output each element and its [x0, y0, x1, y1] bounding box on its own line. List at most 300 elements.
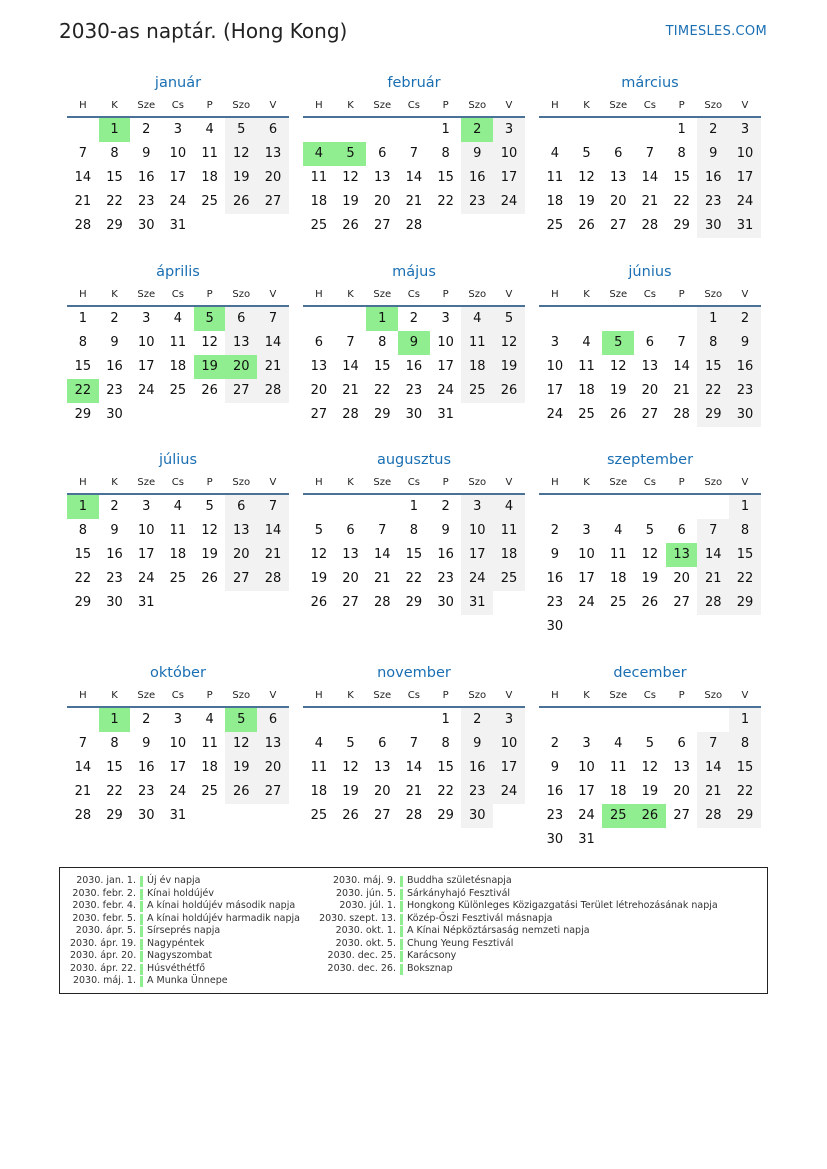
holiday-marker-icon — [140, 889, 143, 900]
day-cell: 12 — [578, 170, 595, 185]
day-cell: 16 — [546, 784, 564, 799]
day-cell: 2 — [441, 499, 450, 514]
empty-day-cell — [666, 495, 698, 519]
site-link[interactable]: TIMESLES.COM — [665, 24, 767, 39]
day-cell: 6 — [677, 736, 686, 751]
weekday-label: H — [315, 689, 323, 701]
day-cell: 23 — [546, 808, 564, 823]
day-cell: 25 — [546, 218, 564, 233]
day-cell: 5 — [314, 523, 323, 538]
day-cell: 24 — [546, 407, 564, 422]
day-cell: 29 — [437, 808, 454, 823]
weekday-label: V — [741, 288, 749, 300]
day-cell: 27 — [609, 218, 627, 233]
day-cell: 14 — [641, 170, 659, 185]
day-cell: 22 — [729, 780, 761, 804]
day-cell: 3 — [173, 712, 183, 727]
empty-day-cell — [634, 118, 666, 142]
day-cell: 7 — [409, 146, 419, 161]
day-cell: 28 — [405, 808, 423, 823]
day-cell: 30 — [546, 619, 564, 634]
day-cell: 10 — [578, 760, 595, 775]
weekday-label: Szo — [704, 689, 723, 701]
legend-date: 2030. ápr. 20. — [70, 950, 137, 961]
weekday-label: Szo — [232, 99, 251, 111]
day-cell: 7 — [78, 146, 87, 161]
day-cell: 28 — [373, 595, 391, 610]
weekday-label: Szo — [468, 476, 487, 488]
day-cell: 2 — [697, 118, 729, 142]
day-cell: 6 — [614, 146, 623, 161]
legend-row — [296, 963, 718, 976]
legend-row — [296, 938, 718, 951]
day-cell: 27 — [225, 379, 257, 403]
day-cell: 3 — [173, 122, 183, 137]
day-cell: 27 — [257, 780, 289, 804]
legend-date: 2030. jan. 1. — [76, 875, 136, 886]
day-cell: 3 — [142, 311, 151, 326]
legend-row — [70, 925, 300, 938]
day-cell: 14 — [673, 359, 690, 374]
day-cell: 4 — [550, 146, 559, 161]
day-cell: 22 — [106, 194, 123, 209]
weekday-label: Szo — [468, 99, 487, 111]
day-cell: 26 — [493, 379, 525, 403]
day-cell: 1 — [78, 311, 87, 326]
holiday-marker-icon — [400, 914, 403, 925]
weekday-label: H — [79, 288, 87, 300]
day-cell: 11 — [201, 736, 218, 751]
day-cell: 1 — [677, 122, 686, 137]
day-cell: 4 — [614, 736, 623, 751]
day-cell: 6 — [677, 523, 686, 538]
day-cell: 18 — [169, 359, 187, 374]
weekday-label: P — [442, 476, 449, 488]
day-cell: 11 — [493, 519, 525, 543]
weekday-label: P — [206, 288, 213, 300]
weekday-label: Szo — [468, 288, 487, 300]
day-cell: 15 — [729, 543, 761, 567]
day-cell: 25 — [169, 383, 187, 398]
day-cell: 17 — [137, 547, 155, 562]
day-cell: 5 — [225, 118, 257, 142]
day-cell: 16 — [437, 547, 454, 562]
legend-holiday-name: Húsvéthétfő — [147, 962, 206, 974]
day-cell: 27 — [373, 218, 391, 233]
day-cell: 16 — [137, 760, 155, 775]
month-június — [539, 261, 761, 427]
legend-date: 2030. okt. 1. — [335, 925, 396, 936]
day-cell: 19 — [310, 571, 328, 586]
weekday-label: K — [347, 689, 354, 701]
holiday-day-cell: 1 — [99, 118, 131, 142]
day-cell: 18 — [201, 760, 218, 775]
day-cell: 20 — [373, 784, 391, 799]
month-december — [539, 662, 761, 852]
day-cell: 28 — [673, 407, 690, 422]
legend-row — [70, 975, 300, 988]
day-cell: 12 — [225, 142, 257, 166]
weekday-label: Cs — [407, 476, 420, 488]
weekday-label: Sze — [609, 288, 628, 300]
day-cell: 14 — [405, 760, 423, 775]
day-cell: 13 — [342, 547, 359, 562]
holiday-marker-icon — [140, 939, 143, 950]
holiday-marker-icon — [140, 876, 143, 887]
day-cell: 16 — [137, 170, 155, 185]
day-cell: 29 — [729, 804, 761, 828]
day-cell: 28 — [74, 218, 92, 233]
day-cell: 23 — [405, 383, 423, 398]
day-cell: 25 — [310, 808, 328, 823]
weekday-label: P — [442, 689, 449, 701]
day-cell: 17 — [137, 359, 155, 374]
weekday-label: Sze — [373, 288, 392, 300]
day-cell: 15 — [106, 760, 123, 775]
day-cell: 19 — [342, 194, 359, 209]
day-cell: 19 — [201, 547, 218, 562]
day-cell: 3 — [582, 523, 591, 538]
empty-day-cell — [67, 118, 99, 142]
month-november — [303, 662, 525, 828]
day-cell: 31 — [137, 595, 155, 610]
legend-date: 2030. dec. 26. — [327, 962, 396, 974]
weekday-label: P — [442, 99, 449, 111]
day-cell: 7 — [697, 732, 729, 756]
empty-day-cell — [366, 118, 398, 142]
legend-holiday-name: Sárkányhajó Fesztivál — [407, 887, 511, 899]
weekday-label: K — [583, 99, 590, 111]
day-cell: 31 — [578, 832, 595, 847]
day-cell: 14 — [373, 547, 391, 562]
legend-date: 2030. máj. 1. — [72, 975, 136, 986]
day-cell: 23 — [106, 383, 123, 398]
day-cell: 8 — [78, 523, 87, 538]
day-cell: 18 — [310, 194, 328, 209]
day-cell: 17 — [169, 170, 187, 185]
legend-row — [296, 900, 718, 913]
day-cell: 30 — [137, 218, 155, 233]
weekday-label: Szo — [704, 99, 723, 111]
day-cell: 21 — [74, 784, 92, 799]
weekday-header — [539, 471, 761, 495]
weekday-label: V — [269, 288, 277, 300]
day-cell: 9 — [550, 760, 559, 775]
day-cell: 11 — [169, 523, 187, 538]
day-cell: 21 — [697, 780, 729, 804]
day-cell: 3 — [493, 118, 525, 142]
empty-day-cell — [571, 307, 603, 331]
day-cell: 24 — [437, 383, 454, 398]
weekday-label: V — [741, 689, 749, 701]
day-cell: 19 — [609, 383, 627, 398]
day-cell: 3 — [461, 495, 493, 519]
day-cell: 12 — [493, 331, 525, 355]
weekday-label: H — [79, 99, 87, 111]
day-cell: 19 — [342, 784, 359, 799]
weekday-header — [67, 94, 289, 118]
day-cell: 2 — [142, 712, 151, 727]
day-cell: 25 — [609, 595, 627, 610]
day-cell: 30 — [546, 832, 564, 847]
day-cell: 25 — [493, 567, 525, 591]
weekday-label: K — [347, 476, 354, 488]
day-cell: 14 — [342, 359, 359, 374]
day-cell: 23 — [437, 571, 454, 586]
day-cell: 28 — [697, 591, 729, 615]
day-cell: 9 — [697, 142, 729, 166]
weekday-label: Szo — [232, 689, 251, 701]
legend-holiday-name: Nagypéntek — [147, 937, 205, 949]
day-cell: 12 — [342, 760, 359, 775]
day-cell: 1 — [441, 712, 450, 727]
day-cell: 17 — [437, 359, 454, 374]
day-cell: 4 — [205, 122, 214, 137]
weekday-label: P — [678, 689, 685, 701]
day-cell: 2 — [110, 499, 119, 514]
legend-row — [296, 875, 718, 888]
month-március — [539, 72, 761, 238]
empty-day-cell — [697, 495, 729, 519]
page-title: 2030-as naptár. (Hong Kong) — [59, 19, 348, 43]
legend-row — [70, 913, 300, 926]
day-cell: 16 — [405, 359, 423, 374]
day-cell: 19 — [641, 784, 659, 799]
day-cell: 19 — [225, 756, 257, 780]
day-cell: 8 — [409, 523, 419, 538]
legend-column-2 — [296, 875, 718, 975]
legend-row — [70, 950, 300, 963]
weekday-label: K — [111, 476, 118, 488]
day-cell: 1 — [441, 122, 450, 137]
day-cell: 4 — [582, 335, 591, 350]
weekday-header — [67, 283, 289, 307]
day-cell: 5 — [582, 146, 591, 161]
day-cell: 18 — [578, 383, 595, 398]
holiday-marker-icon — [140, 976, 143, 987]
day-cell: 20 — [342, 571, 359, 586]
weekday-label: Cs — [643, 288, 656, 300]
month-name: január — [154, 75, 202, 91]
holiday-marker-icon — [400, 889, 403, 900]
day-cell: 13 — [225, 331, 257, 355]
month-szeptember — [539, 449, 761, 639]
day-cell: 25 — [310, 218, 328, 233]
empty-day-cell — [634, 495, 666, 519]
day-cell: 17 — [169, 760, 187, 775]
day-cell: 12 — [342, 170, 359, 185]
day-cell: 8 — [729, 732, 761, 756]
day-cell: 7 — [78, 736, 87, 751]
holiday-marker-icon — [140, 951, 143, 962]
day-cell: 8 — [677, 146, 686, 161]
legend-date: 2030. ápr. 22. — [70, 962, 137, 974]
day-cell: 8 — [378, 335, 387, 350]
holiday-day-cell: 13 — [666, 543, 698, 567]
day-cell: 7 — [677, 335, 686, 350]
day-cell: 30 — [729, 403, 761, 427]
legend-holiday-name: Nagyszombat — [147, 950, 213, 961]
month-augusztus — [303, 449, 525, 615]
weekday-header — [303, 283, 525, 307]
month-name: december — [613, 665, 687, 681]
day-cell: 21 — [405, 784, 423, 799]
weekday-label: Sze — [373, 99, 392, 111]
weekday-label: K — [347, 99, 354, 111]
day-cell: 6 — [257, 118, 289, 142]
day-cell: 18 — [546, 194, 564, 209]
holiday-day-cell: 5 — [335, 142, 367, 166]
day-cell: 29 — [729, 591, 761, 615]
weekday-label: Szo — [704, 288, 723, 300]
day-cell: 13 — [257, 732, 289, 756]
day-cell: 6 — [378, 146, 387, 161]
day-cell: 11 — [461, 331, 493, 355]
day-cell: 30 — [106, 407, 123, 422]
legend-holiday-name: Közép-Őszi Fesztivál másnapja — [407, 912, 553, 924]
day-cell: 26 — [609, 407, 627, 422]
day-cell: 3 — [493, 708, 525, 732]
weekday-label: K — [111, 288, 118, 300]
empty-day-cell — [571, 118, 603, 142]
empty-day-cell — [366, 708, 398, 732]
empty-day-cell — [335, 495, 367, 519]
day-cell: 24 — [461, 567, 493, 591]
legend-row — [70, 963, 300, 976]
holiday-day-cell: 20 — [225, 355, 257, 379]
weekday-label: P — [678, 476, 685, 488]
day-cell: 20 — [673, 784, 690, 799]
day-cell: 21 — [74, 194, 92, 209]
day-cell: 11 — [609, 760, 627, 775]
day-cell: 15 — [729, 756, 761, 780]
day-cell: 29 — [74, 595, 92, 610]
day-cell: 4 — [205, 712, 214, 727]
day-cell: 5 — [493, 307, 525, 331]
day-cell: 26 — [225, 190, 257, 214]
day-cell: 23 — [461, 190, 493, 214]
empty-day-cell — [303, 495, 335, 519]
day-cell: 24 — [578, 808, 595, 823]
weekday-label: P — [206, 689, 213, 701]
legend-row — [70, 900, 300, 913]
holiday-day-cell: 1 — [67, 495, 99, 519]
weekday-label: P — [678, 99, 685, 111]
empty-day-cell — [366, 495, 398, 519]
day-cell: 23 — [729, 379, 761, 403]
weekday-label: Sze — [373, 476, 392, 488]
weekday-label: P — [206, 476, 213, 488]
day-cell: 9 — [110, 523, 119, 538]
day-cell: 21 — [405, 194, 423, 209]
day-cell: 25 — [169, 571, 187, 586]
day-cell: 31 — [169, 808, 187, 823]
legend-holiday-name: Hongkong Különleges Közigazgatási Terület létrehozásának napja — [407, 900, 718, 911]
day-cell: 16 — [106, 359, 123, 374]
day-cell: 22 — [405, 571, 423, 586]
month-name: augusztus — [376, 452, 452, 468]
day-grid — [539, 307, 761, 427]
day-cell: 23 — [106, 571, 123, 586]
day-cell: 7 — [257, 307, 289, 331]
day-cell: 10 — [137, 335, 155, 350]
weekday-label: H — [79, 476, 87, 488]
weekday-label: Szo — [704, 476, 723, 488]
day-cell: 20 — [310, 383, 328, 398]
day-cell: 9 — [461, 142, 493, 166]
day-cell: 14 — [405, 170, 423, 185]
day-cell: 21 — [697, 567, 729, 591]
day-cell: 26 — [201, 383, 218, 398]
day-cell: 12 — [201, 335, 218, 350]
day-cell: 15 — [437, 760, 454, 775]
legend-holiday-name: Sírseprés napja — [147, 925, 221, 936]
day-cell: 11 — [201, 146, 218, 161]
day-cell: 23 — [697, 190, 729, 214]
day-cell: 22 — [437, 784, 454, 799]
holiday-legend — [59, 867, 768, 994]
day-cell: 2 — [142, 122, 151, 137]
weekday-label: V — [505, 689, 513, 701]
day-cell: 28 — [342, 407, 359, 422]
day-cell: 11 — [310, 760, 328, 775]
day-cell: 18 — [493, 543, 525, 567]
weekday-label: Cs — [643, 689, 656, 701]
day-cell: 29 — [405, 595, 423, 610]
day-grid — [303, 708, 525, 828]
weekday-label: V — [505, 476, 513, 488]
day-cell: 23 — [546, 595, 564, 610]
day-cell: 8 — [110, 146, 119, 161]
day-cell: 12 — [201, 523, 218, 538]
day-cell: 27 — [310, 407, 328, 422]
day-cell: 30 — [437, 595, 454, 610]
day-cell: 29 — [106, 218, 123, 233]
day-cell: 14 — [74, 760, 92, 775]
day-cell: 27 — [673, 808, 690, 823]
day-cell: 29 — [673, 218, 690, 233]
day-cell: 12 — [225, 732, 257, 756]
day-cell: 24 — [493, 190, 525, 214]
day-cell: 26 — [225, 780, 257, 804]
day-cell: 15 — [74, 547, 92, 562]
day-cell: 15 — [74, 359, 92, 374]
day-cell: 25 — [461, 379, 493, 403]
day-cell: 20 — [609, 194, 627, 209]
day-cell: 13 — [310, 359, 328, 374]
day-grid — [303, 495, 525, 615]
day-cell: 31 — [437, 407, 454, 422]
weekday-label: Sze — [373, 689, 392, 701]
day-cell: 27 — [373, 808, 391, 823]
weekday-header — [67, 684, 289, 708]
weekday-header — [303, 94, 525, 118]
legend-date: 2030. jún. 5. — [335, 887, 396, 899]
month-április — [67, 261, 289, 427]
month-name: április — [156, 264, 200, 280]
day-cell: 20 — [257, 756, 289, 780]
empty-day-cell — [539, 708, 571, 732]
day-cell: 30 — [405, 407, 423, 422]
empty-day-cell — [602, 307, 634, 331]
legend-date: 2030. okt. 5. — [335, 937, 396, 949]
empty-day-cell — [602, 118, 634, 142]
day-cell: 3 — [550, 335, 559, 350]
empty-day-cell — [335, 307, 367, 331]
day-cell: 23 — [461, 780, 493, 804]
day-cell: 10 — [169, 146, 187, 161]
day-cell: 18 — [609, 571, 627, 586]
